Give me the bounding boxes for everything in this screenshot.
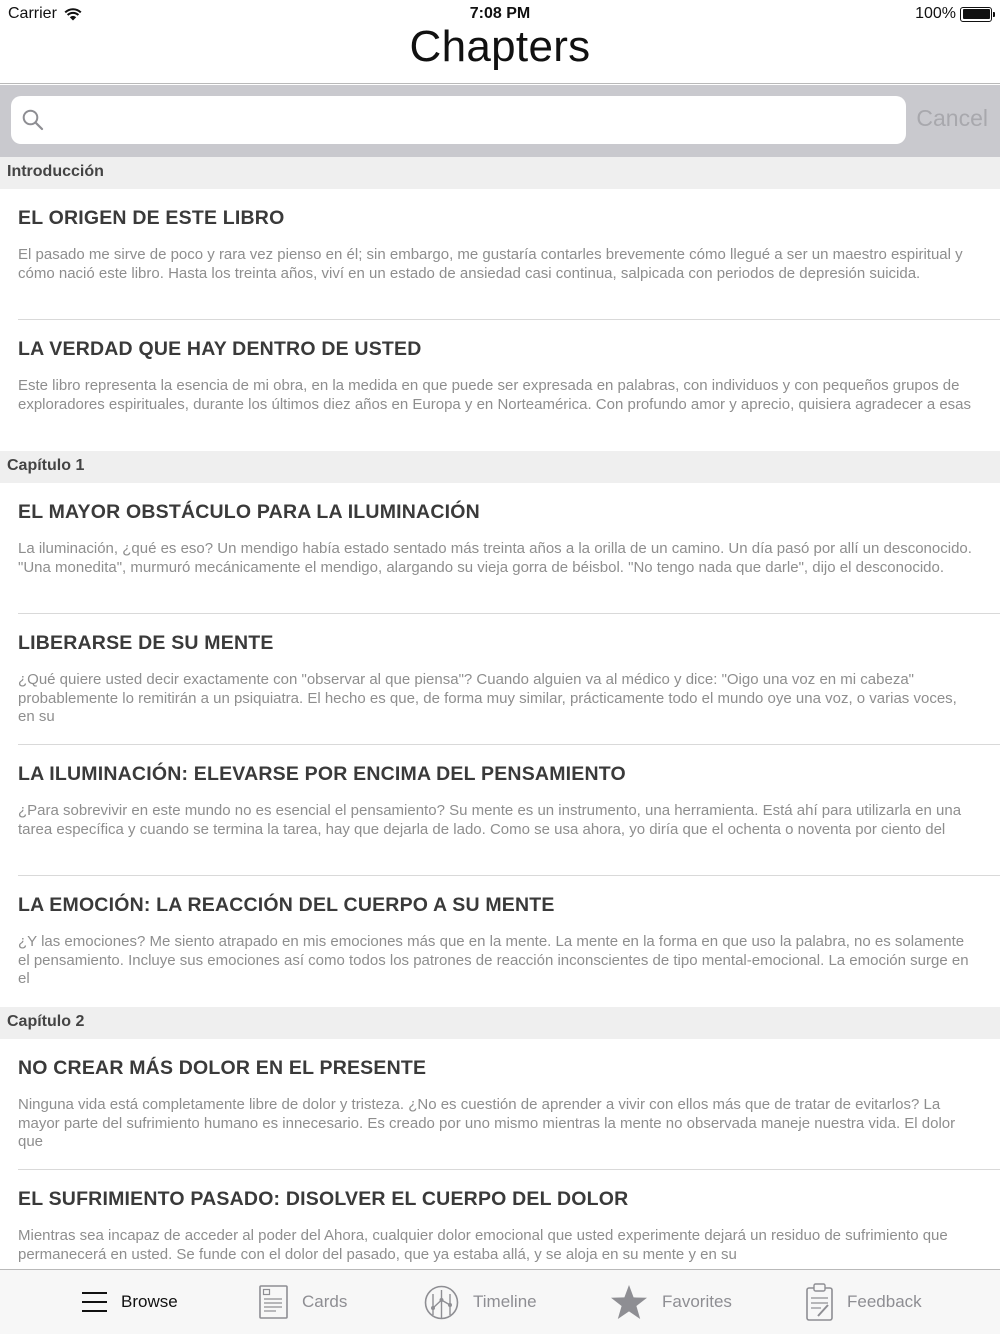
chapter-excerpt: ¿Qué quiere usted decir exactamente con "observar al que piensa"? Cuando alguien va al médico y dice: "Oigo una voz en mi cabeza" probablemente lo remitirán a un psiquiatra. El hecho es que, de forma muy similar, prácticamente todo el mundo oye una voz, o varias voces, en su — [18, 671, 957, 726]
tab-bar — [0, 1269, 1000, 1334]
menu-icon — [82, 1291, 107, 1313]
carrier-label: Carrier — [8, 5, 57, 22]
battery-indicator — [915, 5, 992, 23]
section-header: Introducción — [0, 157, 1000, 189]
chapter-excerpt: Mientras sea incapaz de acceder al poder del Ahora, cualquier dolor emocional que usted experimente dejará un residuo de sufrimiento que permanecerá en usted. Se funde con el dolor del pasado, que ya estaba allá, y se aloja en su mente y en su — [18, 1227, 948, 1263]
chapter-excerpt: ¿Para sobrevivir en este mundo no es esencial el pensamiento? Su mente es un instrumento, una herramienta. Está ahí para utilizarla en una tarea específica y cuando se termina la tarea, hay que dejarla de lado. Como se usa ahora, yo diría que el ochenta o noventa por ciento del — [18, 802, 962, 838]
tab-label: Favorites — [662, 1292, 732, 1311]
search-bar — [0, 85, 1000, 157]
chapter-row[interactable] — [0, 320, 1000, 451]
tab-label: Timeline — [473, 1292, 537, 1311]
chapter-excerpt: La iluminación, ¿qué es eso? Un mendigo había estado sentado más treinta años a la orilla de un camino. Un día pasó por allí un desconocido. "Una monedita", murmuró mecánicamente el mendigo, alargando su vieja gorra de béisbol. "No tengo nada que darle", dijo el desconocido. — [18, 540, 972, 576]
chapter-title: LIBERARSE DE SU MENTE — [18, 632, 274, 654]
battery-percent: 100% — [915, 5, 956, 22]
tab-label: Feedback — [847, 1292, 922, 1311]
chapter-title: EL SUFRIMIENTO PASADO: DISOLVER EL CUERPO DEL DOLOR — [18, 1188, 629, 1210]
chapter-excerpt: ¿Y las emociones? Me siento atrapado en mis emociones más que en la mente. La mente en la forma en que uso la palabra, no es solamente el pensamiento. Incluye sus emociones así como todos los patrones de reacción inconscientes de tipo mental-emocional. La emoción surge en el — [18, 933, 969, 988]
search-input[interactable] — [55, 102, 895, 138]
chapter-excerpt: Este libro representa la esencia de mi obra, en la medida en que puede ser expresada en palabras, con individuos y con pequeños grupos de exploradores espirituales, durante los últimos diez años en Europa y en Norteamérica. Con profundo amor y aprecio, quisiera agradecer a esas — [18, 377, 972, 413]
page-title: Chapters — [409, 22, 591, 71]
chapter-row[interactable] — [0, 1170, 1000, 1269]
clipboard-icon — [806, 1283, 833, 1321]
section-header: Capítulo 2 — [0, 1007, 1000, 1039]
chapter-title: LA ILUMINACIÓN: ELEVARSE POR ENCIMA DEL PENSAMIENTO — [18, 763, 626, 785]
chapter-title: LA EMOCIÓN: LA REACCIÓN DEL CUERPO A SU MENTE — [18, 894, 555, 916]
chapter-row[interactable] — [0, 614, 1000, 745]
cancel-button[interactable]: Cancel — [916, 105, 988, 131]
cards-icon — [259, 1285, 288, 1319]
search-field[interactable] — [11, 96, 906, 144]
tab-cards[interactable] — [259, 1270, 347, 1334]
status-time: 7:08 PM — [469, 5, 531, 22]
chapter-row[interactable] — [0, 1039, 1000, 1170]
tab-favorites[interactable] — [610, 1270, 732, 1334]
star-icon — [610, 1284, 648, 1320]
battery-icon — [960, 7, 992, 22]
chapter-title: LA VERDAD QUE HAY DENTRO DE USTED — [18, 338, 422, 360]
tab-feedback[interactable] — [806, 1270, 922, 1334]
chapter-title: EL ORIGEN DE ESTE LIBRO — [18, 207, 285, 229]
timeline-icon — [424, 1285, 459, 1320]
tab-browse[interactable] — [82, 1270, 178, 1334]
tab-timeline[interactable] — [424, 1270, 537, 1334]
chapter-excerpt: Ninguna vida está completamente libre de dolor y tristeza. ¿No es cuestión de aprender a vivir con ellos más que de tratar de evitarlos? La mayor parte del sufrimiento humano es innecesario. Es creado por uno mismo mientras la mente no observada maneje nuestra vida. El dolor que — [18, 1096, 956, 1151]
tab-label: Cards — [302, 1292, 348, 1311]
chapter-title: NO CREAR MÁS DOLOR EN EL PRESENTE — [18, 1057, 427, 1079]
section-header: Capítulo 1 — [0, 451, 1000, 483]
chapter-row[interactable] — [0, 876, 1000, 1007]
chapter-row[interactable] — [0, 189, 1000, 320]
search-icon — [21, 108, 45, 132]
chapter-excerpt: El pasado me sirve de poco y rara vez pienso en él; sin embargo, me gustaría contarles brevemente cómo llegué a ser un maestro espiritual y cómo nació este libro. Hasta los treinta años, viví en un estado de ansiedad casi continua, salpicada con periodos de depresión suicida. — [18, 246, 963, 282]
navigation-bar — [0, 22, 1000, 84]
chapter-list[interactable] — [0, 157, 1000, 1269]
tab-label: Browse — [121, 1292, 178, 1311]
chapter-row[interactable] — [0, 745, 1000, 876]
chapter-row[interactable] — [0, 483, 1000, 614]
chapter-title: EL MAYOR OBSTÁCULO PARA LA ILUMINACIÓN — [18, 501, 480, 523]
